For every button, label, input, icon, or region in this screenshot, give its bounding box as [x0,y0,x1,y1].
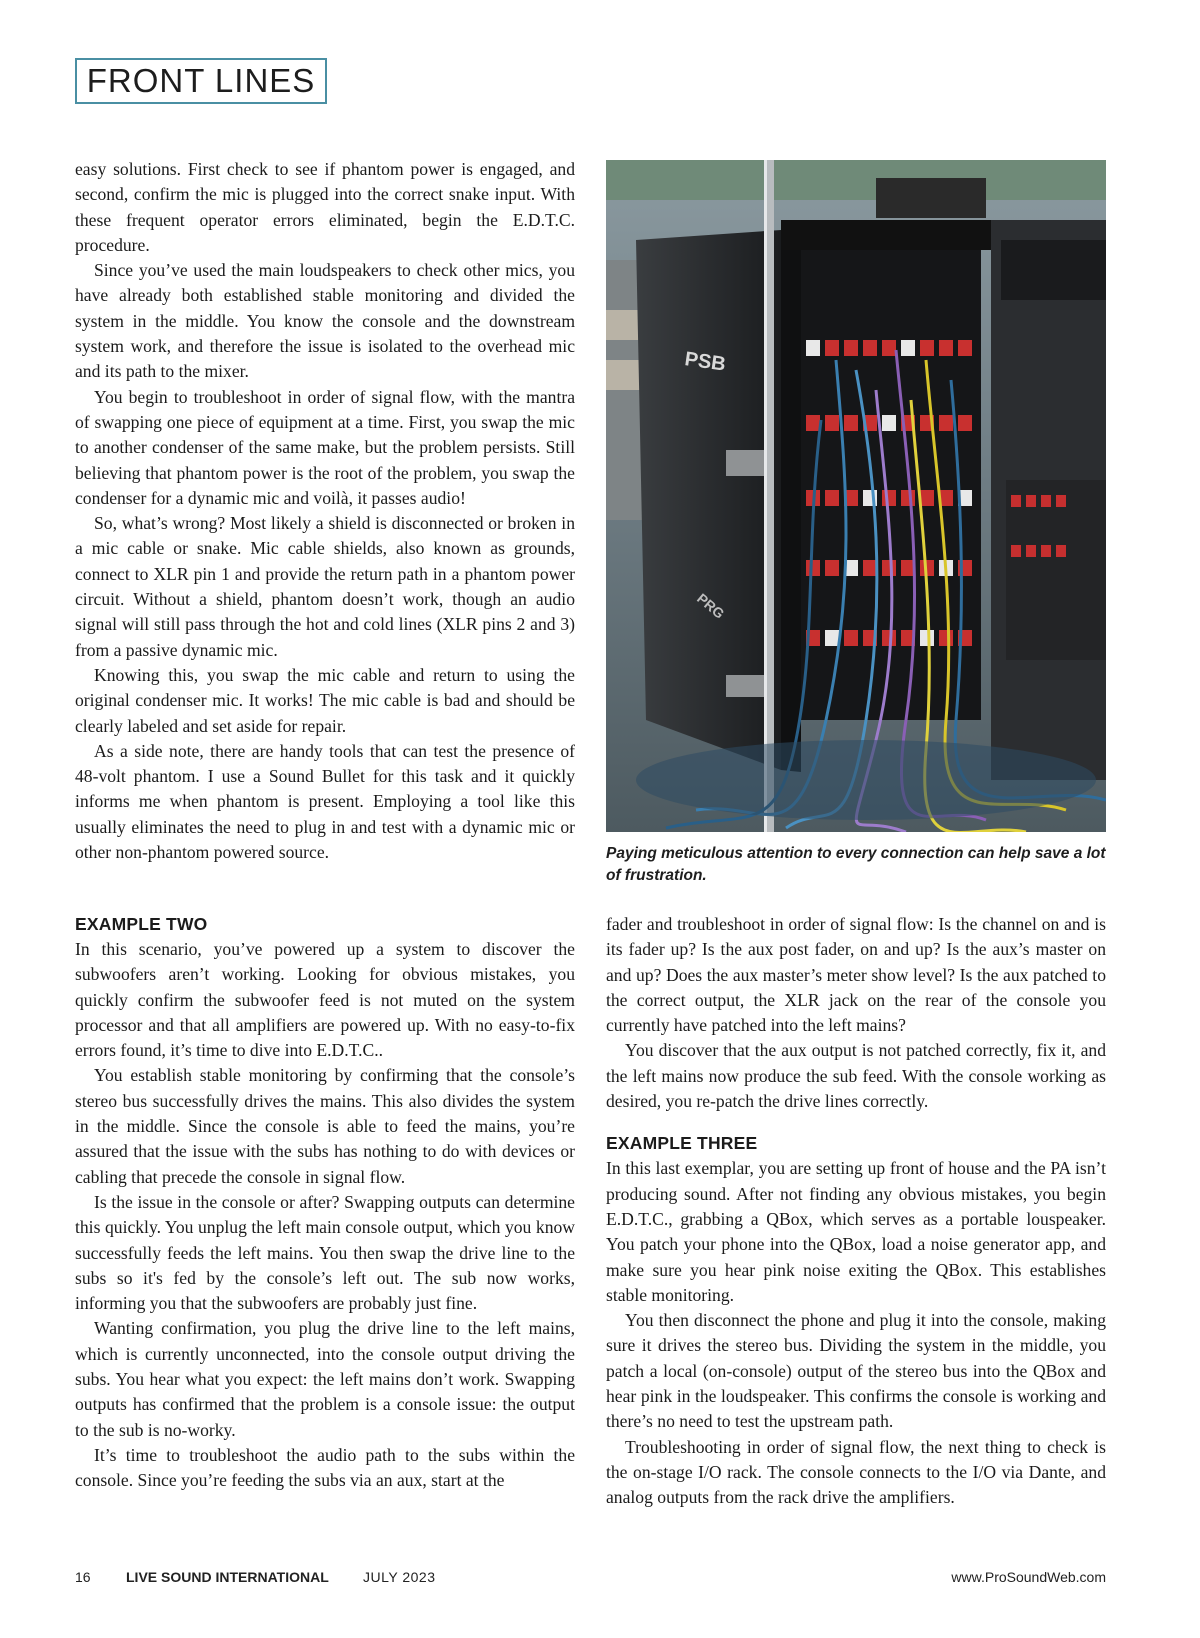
patch-jack [882,490,896,506]
patch-jack [882,415,896,431]
patch-jack [920,490,934,506]
patch-jack [825,415,839,431]
patch-jack [882,340,896,356]
issue-date: JULY 2023 [363,1569,436,1585]
patch-jack [939,630,953,646]
paragraph: In this scenario, you’ve powered up a system to discover the subwoofers aren’t working. Looking for obvious mistakes, you quickly confirm the subwoofer feed is not muted on the system processor and that all amplifiers are powered up. With no easy-to-fix errors found, it’s time to dive into E.D.T.C.. [75,939,575,1061]
paragraph: Wanting confirmation, you plug the drive line to the left mains, which is currently unconnected, into the console output driving the subs. You hear what you expect: the left mains don’t work. Swapping outputs has confirmed that the problem is a console issue: the output to the sub is no-worky. [75,1318,575,1440]
paragraph: easy solutions. First check to see if phantom power is engaged, and second, confirm the mic is plugged into the correct snake input. With these frequent operator errors eliminated, begin the E.D.T.C. procedure. [75,159,575,255]
patch-jack [806,340,820,356]
paragraph: Since you’ve used the main loudspeakers to check other mics, you have already both established stable monitoring and divided the system in the middle. You know the console and the downstream system work, and therefore the issue is isolated to the overhead mic and its path to the mixer. [75,260,575,382]
article-column-left-bottom [75,912,575,1494]
case-label-psb: PSB [683,348,728,376]
patch-jack [863,340,877,356]
patch-jack [939,340,953,356]
paragraph: In this last exemplar, you are setting up front of house and the PA isn’t producing sound. After not finding any obvious mistakes, you begin E.D.T.C., grabbing a QBox, which serves as a portable louspeaker. You patch your phone into the QBox, load a noise generator app, and make sure you hear pink noise exiting the QBox. This establishes stable monitoring. [606,1158,1106,1305]
paragraph: Troubleshooting in order of signal flow, the next thing to check is the on-stage I/O rack. The console connects to the I/O via Dante, and analog outputs from the rack drive the amplifiers. [606,1436,1106,1508]
patch-jack [939,415,953,431]
patch-jack [920,630,934,646]
patch-jack [920,340,934,356]
patch-jack [844,415,858,431]
page-number: 16 [75,1569,91,1585]
patch-jack [806,560,820,576]
paragraph: You then disconnect the phone and plug it into the console, making sure it drives the stereo bus. Dividing the system in the middle, you patch a local (on-console) output of the stereo bus into the QBox and hear pink in the loudspeaker. This confirms the console is working and there’s no need to test the upstream path. [606,1310,1106,1432]
article-column-left-top [75,157,575,865]
subheading-example-two: EXAMPLE TWO [75,914,208,934]
paragraph: As a side note, there are handy tools that can test the presence of 48-volt phantom. I use a Sound Bullet for this task and it quickly informs me when phantom is present. Employing a tool like this usually eliminates the need to plug in and test with a dynamic mic or other non-phantom powered source. [75,740,575,863]
patch-jack [958,340,972,356]
patch-jack [901,340,915,356]
patch-jack [806,415,820,431]
paragraph: You discover that the aux output is not patched correctly, fix it, and the left mains now produce the sub feed. With the console working as desired, you re-patch the drive lines correctly. [606,1040,1106,1112]
patch-jack [825,630,839,646]
paragraph: So, what’s wrong? Most likely a shield is disconnected or broken in a mic cable or snake. Mic cable shields, also known as grounds, connect to XLR pin 1 and provide the return path in a phantom power circuit. Without a shield, phantom doesn’t work, though an audio signal will still pass through the hot and cold lines (XLR pins 2 and 3) from a passive dynamic mic. [75,513,575,660]
paragraph: fader and troubleshoot in order of signal flow: Is the channel on and is its fader up? Is the aux post fader, on and up? Is the aux’s master on and up? Does the aux master’s meter show level? Is the aux patched to the correct output, the XLR jack on the rear of the console you currently have patched into the left mains? [606,914,1106,1036]
patch-jack [825,340,839,356]
patch-jack [844,340,858,356]
publication-name: LIVE SOUND INTERNATIONAL [126,1569,329,1585]
article-column-right-bottom [606,912,1106,1511]
paragraph: You establish stable monitoring by confirming that the console’s stereo bus successfully drives the mains. This also divides the system in the middle. Since the console is able to feed the mains, you’re assured that the issue with the subs has nothing to do with devices or cabling that precede the console in signal flow. [75,1065,575,1187]
paragraph: Knowing this, you swap the mic cable and return to using the original condenser mic. It works! The mic cable is bad and should be clearly labeled and set aside for repair. [75,664,575,736]
website-url: www.ProSoundWeb.com [951,1569,1106,1585]
page-footer [75,1569,1106,1589]
subheading-example-three: EXAMPLE THREE [606,1133,758,1154]
case-label-prg: PRG [694,590,728,622]
rack-photo [606,160,1106,832]
patch-jack [825,490,839,506]
patch-jack [901,490,915,506]
paragraph: Is the issue in the console or after? Swapping outputs can determine this quickly. You unplug the left main console output, which you know successfully feeds the left mains. You then swap the drive line to the subs so it's fed by the console’s left out. The sub now works, informing you that the subwoofers are probably just fine. [75,1191,575,1314]
patch-jack [882,560,896,576]
patch-jack [863,560,877,576]
patch-jack [958,415,972,431]
patch-jack [825,560,839,576]
patch-jack [844,630,858,646]
section-title: FRONT LINES [86,62,316,99]
section-header-box [75,58,327,104]
photo-caption: Paying meticulous attention to every connection can help save a lot of frustration. [606,845,1106,884]
paragraph: You begin to troubleshoot in order of signal flow, with the mantra of swapping one piece of equipment at a time. First, you swap the mic to another condenser of the same make, but the problem persists. Still believing that phantom power is the root of the problem, you swap the condenser for a dynamic mic and voilà, it passes audio! [75,386,575,508]
paragraph: It’s time to troubleshoot the audio path to the subs within the console. Since you’re feeding the subs via an aux, start at the [75,1444,575,1491]
